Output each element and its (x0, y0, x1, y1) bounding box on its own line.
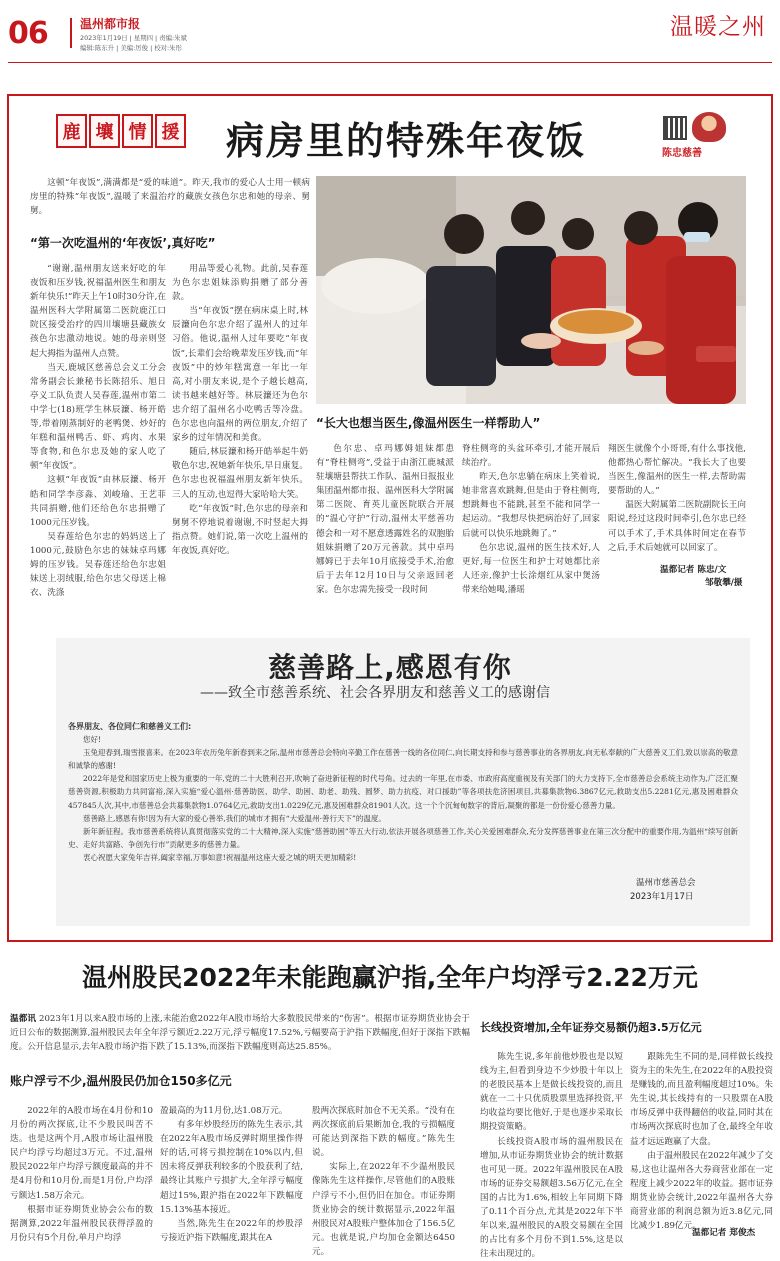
paragraph: 跟陈先生不同的是,同样做长线投资为主的朱先生,在2022年的A股投资是赚钱的,而且盈利幅度超过10%。朱先生说,其长线持有的一只股票在A股市场反弹中获得翻倍的收益,同时其在市场两次探底时也加了仓,最终全年收益才远远跑赢了大盘。 (630, 1052, 773, 1147)
letter-date: 2023年1月17日 (630, 892, 694, 902)
letter-paragraph: 慈善路上,感恩有你!因为有大家的爱心善举,我们的城市才拥有“大爱温州·善行天下”的温度。 (83, 813, 386, 823)
mascot-illustration (692, 112, 726, 142)
paragraph: 由于温州股民在2022年减少了交易,这也让温州各大券商营业部在一定程度上减少2022年的收益。据市证券期货业协会统计,2022年温州各大券商营业部的利润总额为近3.8亿元,同比减少1.89亿元。 (630, 1150, 773, 1232)
paragraph: 盈最高的为11月份,达1.08万元。 (160, 1106, 288, 1116)
letter-subhead: ——致全市慈善系统、社会各界朋友和慈善义工的感谢信 (200, 685, 550, 701)
paragraph: 温医大附属第二医院副院长王向阳说,经过这段时间牵引,色尔忠已经可以手术了,手术具体时间定在春节之后,手术后她就可以回家了。 (608, 500, 746, 553)
paragraph: 随后,林辰濂和杨开皓举起牛奶敬色尔忠,祝她新年快乐,早日康复。色尔忠也祝福温州朋友新年快乐。三人的互动,也逗得大家哈哈大笑。 (172, 447, 308, 500)
paragraph: 当然,陈先生在2022年的炒股浮亏接近沪指下跌幅度,跟其在A (160, 1218, 303, 1243)
paragraph: “谢谢,温州朋友送来好吃的年夜饭和压岁钱,祝福温州医生和朋友新年快乐!”昨天上午10时30分许,在温州医科大学附属第二医院鹿江口院区接受治疗的四川壤塘县藏族女孩色尔忠激动地说。她的母亲则竖起大拇指为温州人点赞。 (30, 264, 166, 359)
story1-subhead-1: “第一次吃温州的‘年夜饭’,真好吃” (30, 236, 216, 250)
letter-paragraph: 2022年是党和国家历史上极为重要的一年,党的二十大胜利召开,吹响了奋进新征程的时代号角。过去的一年里,在市委、市政府高度重视及有关部门的大力支持下,全市慈善总会系统主动作为,广泛汇聚慈善资源,积极助力共同富裕,深入实施“爱心温州·慈善助医、助学、助困、助老、助残、圆梦、助力抗疫、对口援助”等各项扶危济困项目,共募集款物6.3867亿元,救助支出5.2281亿元,惠及困难群众457845人次,其中,市慈善总会共募集款物1.0764亿元,救助支出1.0229亿元,惠及困难群众81901人次。这一个个沉甸甸数字的背后,凝聚的都是一份份爱心慈善力量。 (68, 774, 738, 810)
letter-salutation: 各界朋友、各位同仁和慈善义工们: (68, 722, 192, 731)
story1-lead: 这顿“年夜饭”,满满都是“爱的味道”。昨天,我市的爱心人士用一顿病房里的特殊“年夜饭”,温暖了来温治疗的藏族女孩色尔忠和她的母亲、舅舅。 (30, 178, 310, 217)
story2-byline: 温都记者 郑俊杰 (692, 1228, 756, 1238)
story1-column-5 (608, 442, 746, 562)
letter-paragraph: 衷心祝愿大家兔年吉祥,阖家幸福,万事如意!祝福温州这座大爱之城的明天更加精彩! (83, 852, 357, 862)
story2-column-a3 (312, 1104, 455, 1257)
paragraph: 股两次探底时加仓不无关系。“没有在两次探底前后果断加仓,我的亏损幅度可能达到深指下跌的幅度。”陈先生说。 (312, 1106, 455, 1159)
story1-column-2 (172, 262, 308, 612)
kicker-char: 情 (122, 114, 153, 148)
edit-line: 编辑:陈东升 | 美编:厉俊 | 校对:朱彤 (80, 44, 182, 52)
photo-scene (316, 176, 746, 404)
story2-column-b2 (630, 1050, 773, 1232)
story2-lead (10, 1012, 470, 1056)
letter-paragraph: 玉兔迎春到,瑞雪报喜来。在2023年农历兔年新春到来之际,温州市慈善总会特向辛勤工作在慈善一线的各位同仁,向长期支持和参与慈善事业的各界朋友,向无私奉献的广大慈善义工们,致以崇高的敬意和诚挚的感谢! (68, 748, 738, 771)
letter-greeting: 您好! (83, 735, 102, 745)
page-number: 06 (8, 16, 48, 51)
story2-headline: 温州股民2022年未能跑赢沪指,全年户均浮亏2.22万元 (82, 963, 698, 992)
qr-code (663, 116, 687, 140)
kicker-char: 援 (155, 114, 186, 148)
story1-column-4 (462, 442, 600, 612)
paper-name: 温州都市报 (80, 17, 141, 31)
paragraph: 有多年炒股经历的陈先生表示,其在2022年A股市场反弹时期里操作得好的话,可将亏损控制在10%以内,但因未将反弹获利较多的个股获利了结,最终让其账户亏损扩大,全年浮亏幅度超过15%,跟沪指在2022年下跌幅度15.13%基本接近。 (160, 1120, 303, 1215)
kicker-label (56, 114, 186, 148)
kicker-char: 鹿 (56, 114, 87, 148)
story2-column-a2 (160, 1104, 303, 1246)
paragraph: 长线投资A股市场的温州股民在增加,从市证券期货业协会的统计数据也可见一斑。2022年温州股民在A股市场的证券交易额超3.56万亿元,在全国的占比为1.6%,相较上年同期下降了0.11个百分点,尤其是2022年下半年以来,温州股民的A股交易额在全国的占比有多个月份不到1.5%,这是以往未出现过的。 (480, 1136, 623, 1260)
paragraph: 根据市证券期货业协会公布的数据测算,2022年温州股民获得浮盈的月份只有5个月份,单月户均浮 (10, 1204, 153, 1243)
story1-column-3 (316, 442, 454, 612)
story1-subhead-2: “长大也想当医生,像温州医生一样帮助人” (316, 416, 541, 430)
lead-text: 2023年1月以来A股市场的上涨,未能治愈2022年A股市场给大多数股民带来的“伤害”。根据市证券期货业协会于近日公布的数据测算,温州股民去年全年浮亏额近2.22万元,浮亏幅度17.52%,亏幅要高于沪指下跌幅度,但好于深指下跌幅度。公开信息显示,去年A股市场沪指下跌了15.13%,而深指下跌幅度则高达25.85%。 (10, 1014, 470, 1053)
charity-logo-text: 陈忠慈善 (662, 148, 702, 159)
letter-paragraph: 新年新征程。我市慈善系统将认真贯彻落实党的二十大精神,深入实施“慈善助困”等五大行动,依法开展各项慈善工作,关心关爱困难群众,充分发挥慈善事业在第三次分配中的重要作用,为温州“续写创新史、走好共富路、争创先行市”贡献更多的慈善力量。 (68, 826, 738, 849)
date-line: 2023年1月19日 | 星期四 | 责编:朱斌 (80, 34, 187, 42)
story1-headline: 病房里的特殊年夜饭 (226, 119, 587, 163)
story2-subhead-a: 账户浮亏不少,温州股民仍加仓150多亿元 (10, 1074, 232, 1088)
letter-signer: 温州市慈善总会 (636, 878, 696, 888)
story2-column-a1 (10, 1104, 153, 1246)
letter-body (68, 720, 738, 864)
paragraph: 当天,鹿城区慈善总会义工分会常务副会长兼秘书长陈招乐、旭日亭义工队负责人吴春莲,温州市第二中学七(18)班学生林辰濂、杨开皓等,带着刚蒸制好的老鸭煲、炒好的年糕和温州鸭舌、虾、鸡肉、水果等食物,和色尔忠及她的家人吃了顿“年夜饭”。 (30, 362, 166, 472)
paragraph: 色尔忠说,温州的医生技术好,人更好,每一位医生和护士对她都比亲人还亲,像护士长涂烟红从家中煲汤带来给她喝,潘瑶 (462, 542, 600, 595)
paragraph: 用品等爱心礼物。此前,吴春莲为色尔忠姐妹添购捐赠了部分善款。 (172, 264, 308, 303)
paragraph: 翔医生就像个小哥哥,有什么事找他,他都热心帮忙解决。“我长大了也要当医生,像温州的医生一样,去帮助需要帮助的人。” (608, 444, 746, 497)
story1-byline-photo: 邹敬攀/摄 (705, 578, 743, 588)
letter-headline: 慈善路上,感恩有你 (268, 651, 512, 684)
paragraph: 色尔忠、卓玛娜姆姐妹都患有“脊柱侧弯”,受益于由浙江鹿城派驻壤塘县帮扶工作队、温州日报报业集团温州都市报、温州医科大学附属第二医院、育英儿童医院联合开展的“温心守护”行动,温州太平慈善功德会和一对不愿意透露姓名的双胞胎姐妹捐赠了20万元善款。其中卓玛娜姆已于去年10月底接受手术,治愈后于去年12月10日与父亲返回老家。色尔忠需先接受一段时间 (316, 444, 454, 595)
paragraph: 实际上,在2022年不少温州股民像陈先生这样操作,尽管他们的A股账户浮亏不小,但仍旧在加仓。市证券期货业协会的统计数据显示,2022年温州股民对A股账户整体加仓了156.5亿元。也就是说,户均加仓金额达6450元。 (312, 1162, 455, 1257)
paragraph: 吴春莲给色尔忠的妈妈送上了1000元,鼓励色尔忠的妹妹卓玛娜姆的压岁钱。吴春莲还给色尔忠姐妹送上羽绒服,给色尔忠父母送上棉衣、洗涤 (30, 531, 166, 599)
story1-photo (316, 176, 746, 404)
lead-tag: 温都讯 (10, 1014, 37, 1024)
masthead-rule (8, 62, 772, 63)
story1-column-1 (30, 262, 166, 612)
section-name: 温暖之州 (670, 14, 766, 40)
paragraph: 脊柱侧弯的头盆环牵引,才能开展后续治疗。 (462, 444, 600, 469)
paragraph: 陈先生说,多年前他炒股也是以短线为主,但看到身边不少炒股十年以上的老股民基本上是做长线投资的,而且就在一二十只优质股票里选择投资,平均收益均要比他好,于是也逐步采取长期投资策略。 (480, 1052, 623, 1133)
paragraph: 吃“年夜饭”时,色尔忠的母亲和舅舅不停地说着谢谢,不时竖起大拇指点赞。她们说,第一次吃上温州的年夜饭,真好吃。 (172, 503, 308, 556)
paragraph: 2022年的A股市场在4月份和10月份的两次探底,让不少股民叫苦不迭。也是这两个月,A股市场让温州股民户均浮亏均超过3万元。不过,温州股民2022年户均浮亏额度最高的并不是4月份和10月份,而是1月份,户均浮亏额达1.58万余元。 (10, 1106, 153, 1201)
story2-column-b1 (480, 1050, 623, 1260)
paragraph: 这顿“年夜饭”由林辰濂、杨开皓和同学李彦淼、刘峻瑜、王艺菲共同捐赠,他们还给色尔忠捐赠了1000元压岁钱。 (30, 475, 166, 528)
story2-subhead-b: 长线投资增加,全年证券交易额仍超3.5万亿元 (480, 1021, 702, 1034)
story1-byline-writer: 温都记者 陈忠/文 (660, 565, 727, 575)
paragraph: 当“年夜饭”摆在病床桌上时,林辰濂向色尔忠介绍了温州人的过年习俗。他说,温州人过年要吃“年夜饭”,长辈们会给晚辈发压岁钱,而“年夜饭”中的炒年糕寓意一年比一年高,对小朋友来说,是个子越长越高,读书越来越好等。林辰濂还为色尔忠介绍了温州名小吃鸭舌等冷盘。色尔忠也向温州的两位朋友,介绍了家乡的过年情况和美食。 (172, 306, 308, 444)
paragraph: 昨天,色尔忠躺在病床上笑着说,她非常喜欢跳舞,但是由于脊柱侧弯,想跳舞也不能跳,甚至不能和同学一起运动。“我想尽快把病治好了,回家后就可以快乐地跳舞了。” (462, 472, 600, 539)
kicker-char: 壤 (89, 114, 120, 148)
masthead-divider (70, 18, 72, 48)
